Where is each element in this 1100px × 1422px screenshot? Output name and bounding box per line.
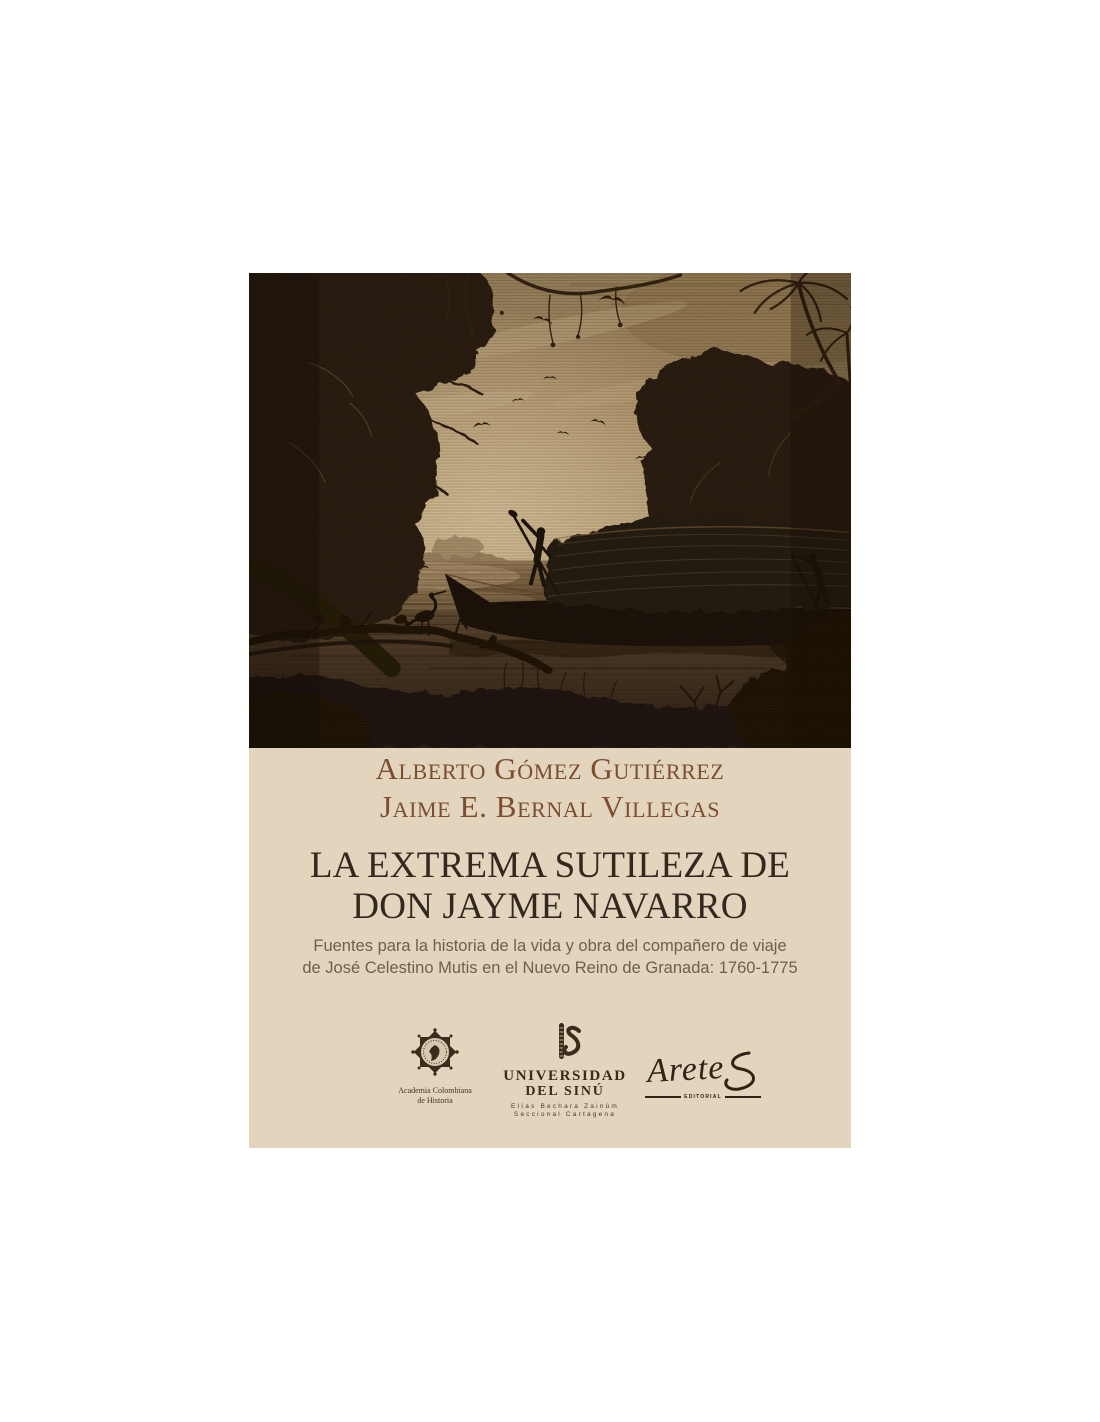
logo-arete-editorial <box>641 1051 765 1100</box>
academia-caption-2: de Historia <box>417 1095 453 1105</box>
title-line-1: LA EXTREMA SUTILEZA DE <box>309 845 791 886</box>
unisinu-name-1: UNIVERSIDAD <box>503 1068 627 1084</box>
author-1: Alberto Gómez Gutiérrez <box>375 751 725 786</box>
subtitle-line-1: Fuentes para la historia de la vida y obra del compañero de viaje <box>313 937 787 955</box>
academia-caption-1: Academia Colombiana <box>398 1086 472 1095</box>
arete-tagline: EDITORIAL <box>684 1094 722 1100</box>
arete-rule-right <box>725 1096 761 1098</box>
arete-rule <box>641 1094 765 1100</box>
arete-name: Arete <box>646 1049 726 1091</box>
subtitle-line-2: de José Celestino Mutis en el Nuevo Reino de Granada: 1760-1775 <box>302 959 798 977</box>
engraving-scene-icon <box>249 273 851 748</box>
book-subtitle <box>249 935 851 979</box>
logo-academia-colombiana <box>387 1025 483 1105</box>
unisinu-subtext-1: Elías Bechara Zainúm <box>511 1103 619 1110</box>
academia-medal-icon <box>408 1025 462 1079</box>
publisher-logos <box>249 1021 851 1121</box>
paper-grain <box>249 273 851 748</box>
unisinu-subtext-2: Seccional Cartagena <box>513 1111 617 1118</box>
unisinu-corn-s-icon <box>542 1021 588 1063</box>
academia-caption <box>387 1086 483 1105</box>
author-names <box>249 750 851 826</box>
logo-universidad-del-sinu <box>495 1021 635 1119</box>
arete-rule-left <box>645 1096 681 1098</box>
unisinu-name-2: DEL SINÚ <box>525 1084 605 1099</box>
author-2: Jaime E. Bernal Villegas <box>379 789 721 824</box>
arete-wordmark <box>641 1051 765 1093</box>
arete-swash-icon <box>719 1049 763 1093</box>
book-title <box>249 845 851 927</box>
cover-illustration <box>249 273 851 748</box>
title-line-2: DON JAYME NAVARRO <box>352 886 748 927</box>
book-cover <box>249 273 851 1148</box>
